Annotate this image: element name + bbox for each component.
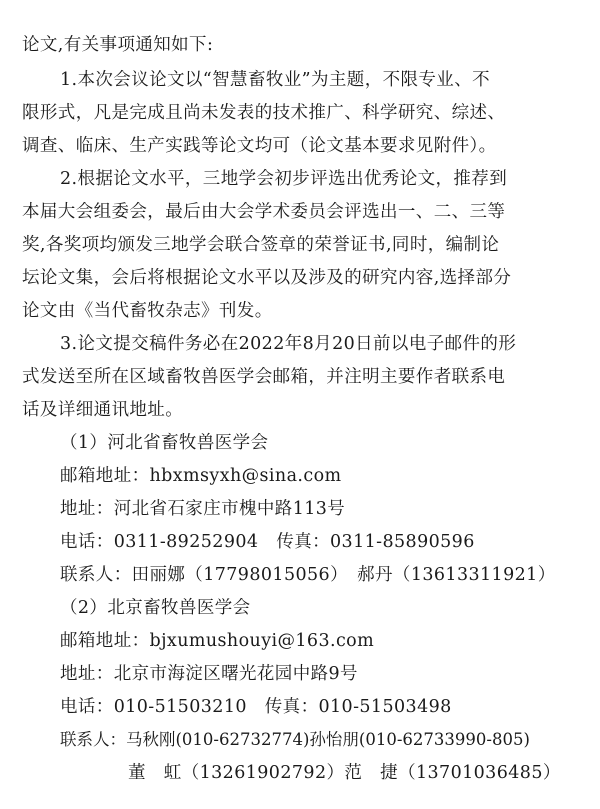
society-beijing-name: （2）北京畜牧兽医学会 [60, 598, 251, 618]
society-hebei-phone: 电话：0311-89252904 传真：0311-85890596 [60, 532, 475, 552]
item2-line2: 本届大会组委会，最后由大会学术委员会评选出一、二、三等 [22, 202, 506, 222]
society-beijing-contacts-2: 董 虹（13261902792）范 捷（13701036485） [128, 763, 561, 783]
society-beijing-phone: 电话：010-51503210 传真：010-51503498 [60, 697, 452, 717]
item2-line5: 论文由《当代畜牧杂志》刊发。 [22, 301, 273, 321]
item2-line3: 奖,各奖项均颁发三地学会联合签章的荣誉证书,同时，编制论 [22, 235, 500, 255]
item1-line3: 调查、临床、生产实践等论文均可（论文基本要求见附件）。 [22, 136, 497, 156]
society-hebei-email: 邮箱地址：hbxmsyxh@sina.com [60, 466, 342, 486]
society-beijing-contacts: 联系人：马秋刚(010-62732774)孙怡朋(010-62733990-805) [60, 730, 530, 749]
society-hebei-name: （1）河北省畜牧兽医学会 [60, 433, 269, 453]
item3-line2: 式发送至所在区域畜牧兽医学会邮箱，并注明主要作者联系电 [22, 367, 506, 387]
society-hebei-contacts: 联系人：田丽娜（17798015056） 郝丹（13613311921） [60, 565, 556, 585]
item1-line2: 限形式，凡是完成且尚未发表的技术推广、科学研究、综述、 [22, 103, 506, 123]
item2-line4: 坛论文集，会后将根据论文水平以及涉及的研究内容,选择部分 [22, 268, 512, 288]
item2-line1: 2.根据论文水平，三地学会初步评选出优秀论文，推荐到 [60, 169, 508, 189]
item3-line3: 话及详细通讯地址。 [22, 400, 184, 420]
society-beijing-email: 邮箱地址：bjxumushouyi@163.com [60, 631, 375, 651]
item3-line1: 3.论文提交稿件务必在2022年8月20日前以电子邮件的形 [60, 334, 517, 354]
intro-line: 论文,有关事项通知如下: [22, 35, 214, 55]
society-hebei-address: 地址：河北省石家庄市槐中路113号 [60, 499, 346, 519]
society-beijing-address: 地址：北京市海淀区曙光花园中路9号 [60, 664, 358, 684]
item1-line1: 1.本次会议论文以“智慧畜牧业”为主题，不限专业、不 [60, 70, 490, 90]
